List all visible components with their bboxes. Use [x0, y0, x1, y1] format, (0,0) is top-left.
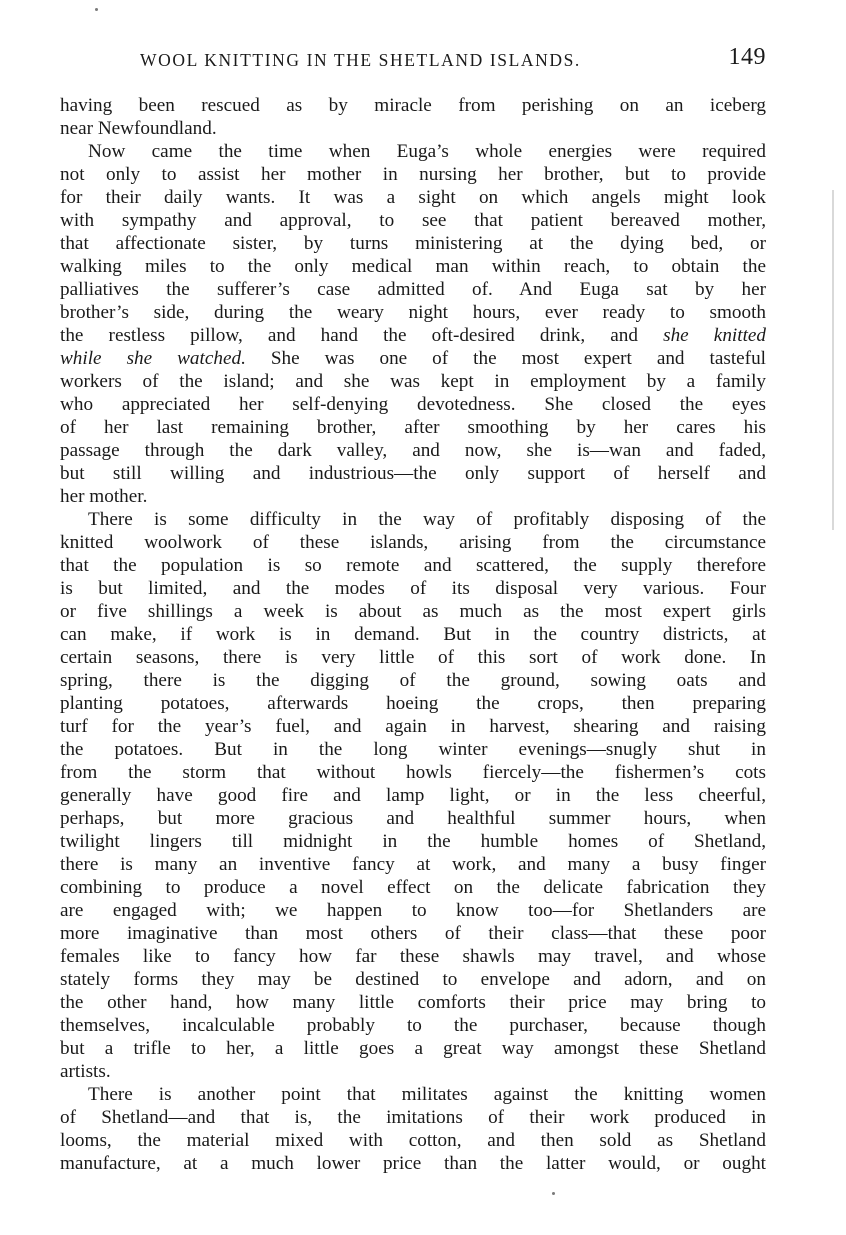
text-line: for their daily wants. It was a sight on which angels might look — [60, 187, 766, 208]
text-line: stately forms they may be destined to envelope and adorn, and on — [60, 969, 766, 990]
text-line: her mother. — [60, 486, 148, 507]
text-line: are engaged with; we happen to know too—for Shetlanders are — [60, 900, 766, 921]
text-line: is but limited, and the modes of its disposal very various. Four — [60, 578, 766, 599]
print-speck — [552, 1192, 555, 1195]
text-segment: the restless pillow, and hand the oft-desired drink, and — [60, 325, 638, 346]
text-line: there is many an inventive fancy at work, and many a busy finger — [60, 854, 766, 875]
text-line: females like to fancy how far these shawls may travel, and whose — [60, 946, 766, 967]
paragraph-start-line: There is some difficulty in the way of profitably disposing of the — [88, 509, 766, 530]
italic-phrase: she knitted — [663, 325, 767, 346]
text-line: the potatoes. But in the long winter evenings—snugly shut in — [60, 739, 766, 760]
text-line: certain seasons, there is very little of this sort of work done. In — [60, 647, 766, 668]
text-segment: She was one of the most expert and tasteful — [245, 348, 766, 369]
text-line: generally have good fire and lamp light, or in the less cheerful, — [60, 785, 766, 806]
text-line: or five shillings a week is about as much as the most expert girls — [60, 601, 766, 622]
text-line: more imaginative than most others of their class—that these poor — [60, 923, 766, 944]
text-line: planting potatoes, afterwards hoeing the crops, then preparing — [60, 693, 766, 714]
paragraph-start-line: Now came the time when Euga’s whole energies were required — [88, 141, 766, 162]
page-number: 149 — [728, 44, 766, 70]
text-line: palliatives the sufferer’s case admitted of. And Euga sat by her — [60, 279, 766, 300]
text-line: but a trifle to her, a little goes a great way amongst these Shetland — [60, 1038, 766, 1059]
text-line-with-italic — [60, 347, 766, 370]
text-line: themselves, incalculable probably to the purchaser, because though — [60, 1015, 766, 1036]
text-line: knitted woolwork of these islands, arising from the circumstance — [60, 532, 766, 553]
text-line: walking miles to the only medical man within reach, to obtain the — [60, 256, 766, 277]
italic-phrase: while she watched. — [60, 348, 246, 369]
text-line: of Shetland—and that is, the imitations of their work produced in — [60, 1107, 766, 1128]
text-line: that the population is so remote and scattered, the supply therefore — [60, 555, 766, 576]
running-head — [60, 44, 768, 74]
text-line: passage through the dark valley, and now, she is—wan and faded, — [60, 440, 766, 461]
text-line: brother’s side, during the weary night hours, ever ready to smooth — [60, 302, 766, 323]
print-speck — [95, 8, 98, 11]
text-line: artists. — [60, 1061, 111, 1082]
text-line: turf for the year’s fuel, and again in harvest, shearing and raising — [60, 716, 766, 737]
text-line: with sympathy and approval, to see that patient bereaved mother, — [60, 210, 766, 231]
text-line: having been rescued as by miracle from perishing on an iceberg — [60, 95, 766, 116]
text-line: looms, the material mixed with cotton, and then sold as Shetland — [60, 1130, 766, 1151]
body-text — [60, 94, 766, 1175]
text-line: spring, there is the digging of the ground, sowing oats and — [60, 670, 766, 691]
text-line: but still willing and industrious—the only support of herself and — [60, 463, 766, 484]
text-line: that affectionate sister, by turns ministering at the dying bed, or — [60, 233, 766, 254]
text-line: perhaps, but more gracious and healthful summer hours, when — [60, 808, 766, 829]
page-edge-shadow — [832, 190, 834, 530]
running-title: WOOL KNITTING IN THE SHETLAND ISLANDS. — [140, 50, 581, 70]
text-line: from the storm that without howls fiercely—the fishermen’s cots — [60, 762, 766, 783]
text-line: near Newfoundland. — [60, 118, 217, 139]
text-line: not only to assist her mother in nursing her brother, but to provide — [60, 164, 766, 185]
text-line: combining to produce a novel effect on the delicate fabrication they — [60, 877, 766, 898]
text-line: workers of the island; and she was kept in employment by a family — [60, 371, 766, 392]
text-line: who appreciated her self-denying devotedness. She closed the eyes — [60, 394, 766, 415]
text-line: can make, if work is in demand. But in the country districts, at — [60, 624, 766, 645]
text-line-with-italic — [60, 324, 766, 347]
text-line: twilight lingers till midnight in the humble homes of Shetland, — [60, 831, 766, 852]
text-line: manufacture, at a much lower price than the latter would, or ought — [60, 1153, 766, 1174]
text-line: of her last remaining brother, after smoothing by her cares his — [60, 417, 766, 438]
paragraph-start-line: There is another point that militates against the knitting women — [88, 1084, 766, 1105]
text-line: the other hand, how many little comforts their price may bring to — [60, 992, 766, 1013]
